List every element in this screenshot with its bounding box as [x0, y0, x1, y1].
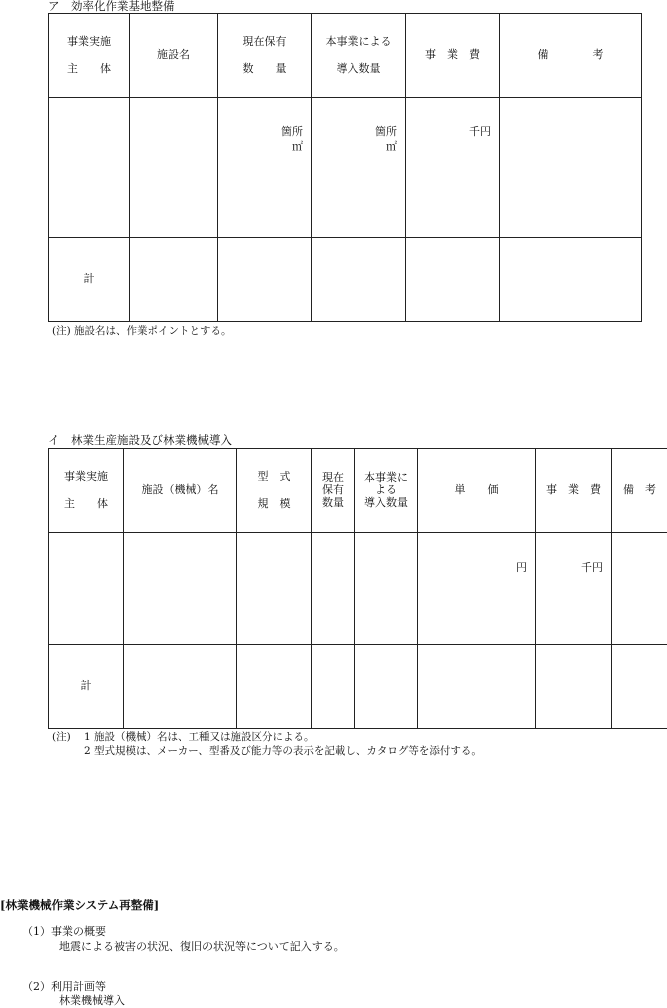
total-cell[interactable] — [237, 645, 312, 729]
section-b-note-2: 2 型式規模は、メーカー、型番及び能力等の表示を記載し、カタログ等を添付する。 — [84, 743, 482, 758]
header-unit-price: 単 価 — [418, 449, 536, 533]
total-cell[interactable] — [418, 645, 536, 729]
total-cell[interactable] — [124, 645, 237, 729]
header-remarks: 備 考 — [612, 449, 667, 533]
header-current-quantity: 現在 保有 数量 — [312, 449, 355, 533]
header-remarks: 備 考 — [500, 14, 642, 98]
section-b-title: イ 林業生産施設及び林業機械導入 — [48, 432, 232, 448]
cell-introduced-quantity[interactable] — [355, 533, 418, 645]
header-introduced-quantity: 本事業に よる 導入数量 — [355, 449, 418, 533]
cell-remarks[interactable] — [500, 98, 642, 238]
facility-table-a — [48, 13, 642, 322]
header-introduced-quantity: 本事業による 導入数量 — [312, 14, 406, 98]
total-cell[interactable] — [355, 645, 418, 729]
table-row — [49, 533, 667, 645]
header-model-scale: 型 式 規 模 — [237, 449, 312, 533]
header-entity: 事業実施 主 体 — [49, 449, 124, 533]
header-current-quantity: 現在保有 数 量 — [218, 14, 312, 98]
cell-cost[interactable]: 千円 — [536, 533, 612, 645]
cell-entity[interactable] — [49, 533, 124, 645]
item-1-label: （1）事業の概要 — [22, 923, 106, 939]
item-2-text: 林業機械導入 — [59, 992, 125, 1008]
cell-current-quantity[interactable]: 箇所 ㎡ — [218, 98, 312, 238]
cell-remarks[interactable] — [612, 533, 667, 645]
item-2-label: （2）利用計画等 — [22, 978, 106, 994]
section-b-note-prefix: (注) — [52, 729, 71, 744]
table-a-total-row — [49, 238, 642, 322]
total-label: 計 — [49, 238, 130, 322]
total-cell[interactable] — [612, 645, 667, 729]
item-1-text: 地震による被害の状況、復旧の状況等について記入する。 — [59, 938, 345, 954]
header-cost: 事 業 費 — [536, 449, 612, 533]
section-a-note: (注) 施設名は、作業ポイントとする。 — [52, 323, 232, 338]
total-cell[interactable] — [312, 645, 355, 729]
section-b-note-1: 1 施設（機械）名は、工種又は施設区分による。 — [84, 729, 315, 744]
total-cell[interactable] — [536, 645, 612, 729]
total-cell[interactable] — [130, 238, 218, 322]
header-entity: 事業実施 主 体 — [49, 14, 130, 98]
table-row — [49, 98, 642, 238]
cell-facility-machine[interactable] — [124, 533, 237, 645]
cell-facility[interactable] — [130, 98, 218, 238]
section-a-title: ア 効率化作業基地整備 — [48, 0, 175, 14]
header-facility-machine: 施設（機械）名 — [124, 449, 237, 533]
total-label: 計 — [49, 645, 124, 729]
cell-unit-price[interactable]: 円 — [418, 533, 536, 645]
header-facility: 施設名 — [130, 14, 218, 98]
cell-current-quantity[interactable] — [312, 533, 355, 645]
header-cost: 事 業 費 — [406, 14, 500, 98]
cell-cost[interactable]: 千円 — [406, 98, 500, 238]
cell-entity[interactable] — [49, 98, 130, 238]
total-cell[interactable] — [406, 238, 500, 322]
cell-model-scale[interactable] — [237, 533, 312, 645]
facility-table-b — [48, 448, 667, 729]
table-b-total-row — [49, 645, 667, 729]
total-cell[interactable] — [218, 238, 312, 322]
total-cell[interactable] — [312, 238, 406, 322]
table-b-header-row — [49, 449, 667, 533]
total-cell[interactable] — [500, 238, 642, 322]
cell-introduced-quantity[interactable]: 箇所 ㎡ — [312, 98, 406, 238]
section-c-heading: [林業機械作業システム再整備] — [0, 897, 159, 913]
table-a-header-row — [49, 14, 642, 98]
